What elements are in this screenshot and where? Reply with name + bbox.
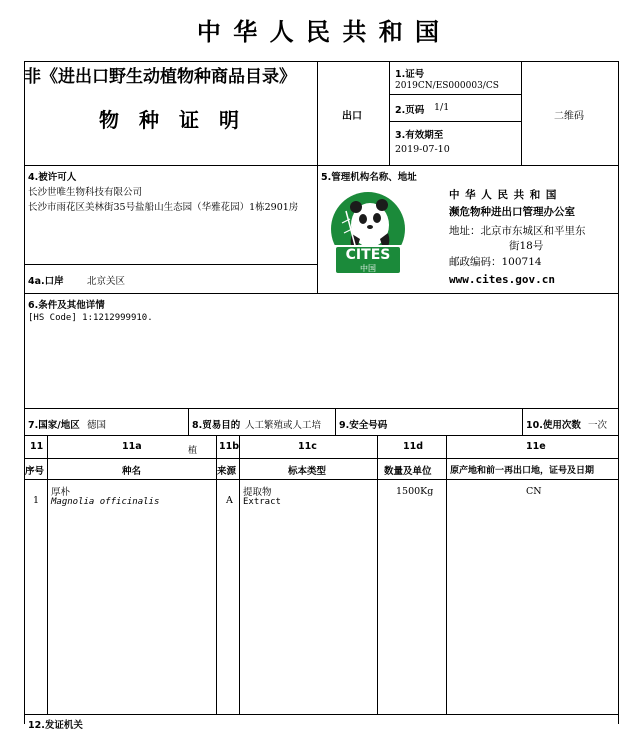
- row-origin-cell: [446, 479, 619, 715]
- purpose-value: 人工繁殖或人工培: [245, 420, 322, 431]
- row-source-cell: [216, 479, 240, 715]
- header-origin-label: 原产地和前一再出口地，证号及日期: [450, 466, 595, 476]
- row-quantity-cell: [377, 479, 447, 715]
- authority-name-line1: 中 华 人 民 共 和 国: [449, 189, 558, 201]
- header-source-label: 来源: [217, 466, 237, 477]
- authority-cell: [317, 165, 619, 294]
- row-source: A: [226, 495, 233, 506]
- country-label: 7.国家/地区: [28, 420, 80, 431]
- code-11b: 11b: [219, 441, 240, 452]
- conditions-label: 6.条件及其他详情: [28, 300, 105, 311]
- code-11a: 11a: [122, 441, 142, 452]
- row-index: 1: [33, 495, 40, 506]
- issuing-authority-label: 12.发证机关: [28, 720, 83, 731]
- code-cell-11c: [239, 435, 378, 459]
- authority-address-line1: 地址：北京市东城区和平里东: [449, 225, 586, 237]
- authority-name-line2: 濒危物种进出口管理办公室: [449, 206, 575, 218]
- row-origin: CN: [526, 486, 542, 497]
- header-quantity-label: 数量及单位: [384, 466, 432, 477]
- permit-number-value: 2019CN/ES000003/CS: [395, 81, 499, 91]
- document-subtitle: 非《进出口野生动植物种商品目录》: [24, 67, 296, 87]
- issuing-authority-cell: [24, 714, 619, 731]
- header-source: [216, 458, 240, 480]
- usage-label: 10.使用次数: [526, 420, 581, 431]
- row-species-latin: Magnolia officinalis: [51, 497, 160, 507]
- page-label: 2.页码: [395, 105, 425, 116]
- permittee-address: 长沙市雨花区美林街35号盐船山生态园（华雅花园）1栋2901房: [28, 202, 299, 213]
- header-origin: [446, 458, 619, 480]
- usage-value: 一次: [588, 420, 608, 431]
- page-value: 1/1: [434, 102, 450, 113]
- document-title: 物 种 证 明: [99, 108, 239, 132]
- usage-cell: [522, 408, 619, 436]
- header-species-label: 种名: [122, 466, 142, 477]
- cites-logo: [330, 189, 406, 275]
- conditions-value: [HS Code] 1:1212999910.: [28, 313, 153, 323]
- code-cell-11e: [446, 435, 619, 459]
- permit-number-cell: [389, 61, 522, 95]
- authority-postcode: 邮政编码：100714: [449, 256, 542, 268]
- row-type-cn: 提取物: [243, 487, 272, 498]
- permit-number-label: 1.证号: [395, 69, 425, 80]
- cites-logo-subtext: 中国: [360, 264, 376, 273]
- country-cell: [24, 408, 189, 436]
- header-type: [239, 458, 378, 480]
- header-type-label: 标本类型: [288, 466, 327, 477]
- authority-label: 5.管理机构名称、地址: [321, 172, 417, 183]
- permittee-label: 4.被许可人: [28, 172, 77, 183]
- cites-logo-text: CITES: [345, 247, 391, 263]
- expiry-value: 2019-07-10: [395, 144, 450, 155]
- direction-cell: [317, 61, 390, 166]
- title-block-border: [24, 61, 318, 166]
- row-index-cell: [24, 479, 48, 715]
- authority-website[interactable]: www.cites.gov.cn: [449, 273, 555, 286]
- code-plant: 植: [188, 446, 198, 456]
- permittee-cell: [24, 165, 318, 265]
- row-type-en: Extract: [243, 497, 281, 507]
- code-cell-11b: [216, 435, 240, 459]
- port-value: 北京关区: [87, 276, 126, 287]
- code-cell-11d: [377, 435, 447, 459]
- country-title: 中 华 人 民 共 和 国: [196, 18, 442, 46]
- qr-code-cell: [521, 61, 619, 166]
- purpose-cell: [188, 408, 336, 436]
- header-index-label: 序号: [25, 466, 45, 477]
- expiry-label: 3.有效期至: [395, 130, 444, 141]
- code-11e: 11e: [526, 441, 546, 452]
- qr-code-label: 二维码: [554, 111, 584, 122]
- port-label: 4a.口岸: [28, 276, 64, 287]
- permittee-name: 长沙世唯生物科技有限公司: [28, 187, 143, 198]
- code-11: 11: [30, 441, 44, 452]
- code-cell-11: [24, 435, 48, 459]
- code-11c: 11c: [298, 441, 317, 452]
- code-cell-11a: [47, 435, 217, 459]
- header-index: [24, 458, 48, 480]
- page-cell: [389, 94, 522, 122]
- header-species: [47, 458, 217, 480]
- row-species-cell: [47, 479, 217, 715]
- security-cell: [335, 408, 523, 436]
- direction-label: 出口: [342, 111, 362, 122]
- authority-address-line2: 街18号: [509, 240, 544, 252]
- expiry-cell: [389, 121, 522, 166]
- security-label: 9.安全号码: [339, 420, 388, 431]
- country-value: 德国: [87, 420, 107, 431]
- row-quantity: 1500Kg: [396, 486, 434, 497]
- row-species-cn: 厚朴: [51, 487, 71, 498]
- conditions-cell: [24, 293, 619, 409]
- port-cell: [24, 264, 318, 294]
- code-11d: 11d: [403, 441, 424, 452]
- header-quantity: [377, 458, 447, 480]
- purpose-label: 8.贸易目的: [192, 420, 241, 431]
- row-type-cell: [239, 479, 378, 715]
